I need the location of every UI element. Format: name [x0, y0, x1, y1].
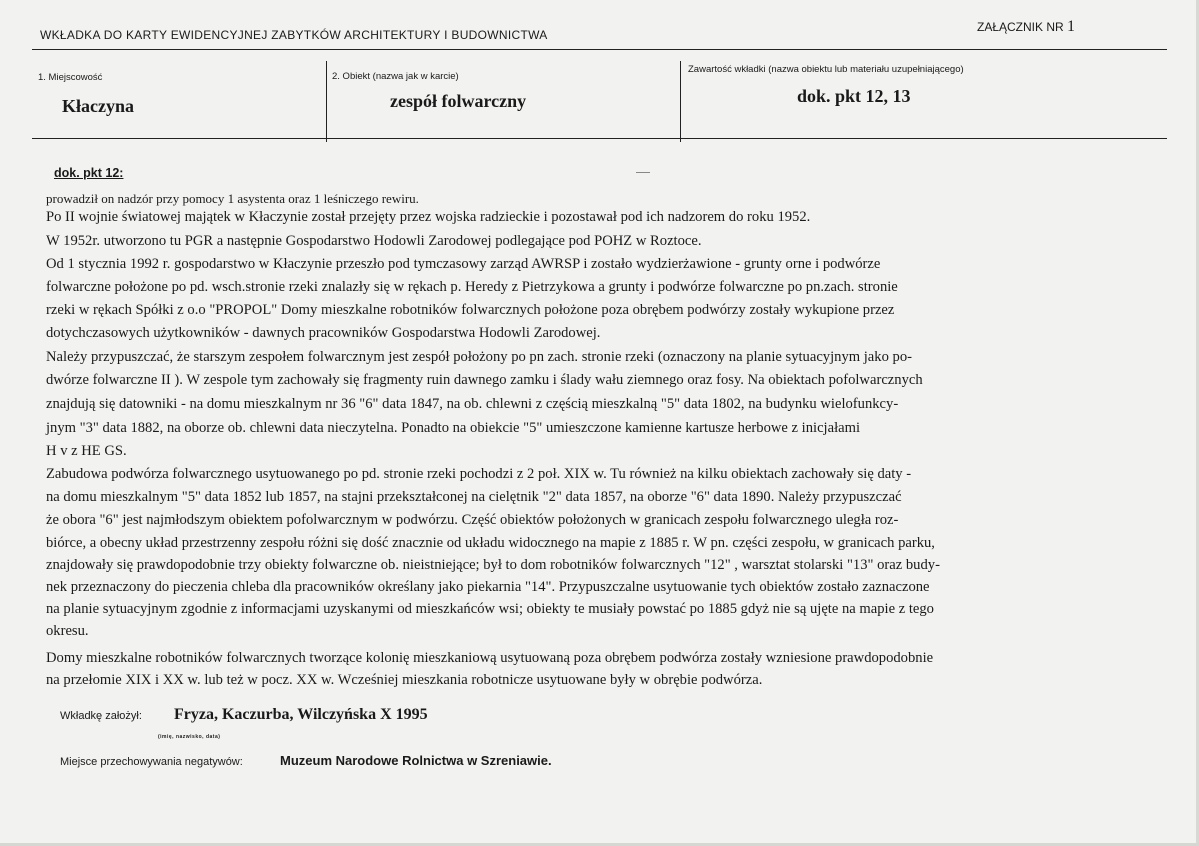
body-line: znajdują się datowniki - na domu mieszkalnym nr 36 "6" data 1847, na ob. chlewni z częścią mieszkalną "5" data 1802, na budynku wielofunkcy-	[46, 396, 899, 412]
body-line: dwórze folwarczne II ). W zespole tym zachowały się fragmenty ruin dawnego zamku i ślady wału ziemnego oraz fosy. Na obiektach pofolwarcznych	[46, 372, 923, 388]
body-line: na przełomie XIX i XX w. lub też w pocz. XX w. Wcześniej mieszkania robotnicze usytuowane były w obrębie podwórza.	[46, 672, 763, 688]
body-line: Domy mieszkalne robotników folwarcznych tworzące kolonię mieszkaniową usytuowaną poza obrębem podwórza zostały wzniesione prawdopodobnie	[46, 650, 934, 666]
body-line: biórce, a obecny układ przestrzenny zespołu różni się dość znacznie od układu widocznego na mapie z 1885 r. W pn. części zespołu, w granicach parku,	[46, 535, 935, 551]
body-line: Należy przypuszczać, że starszym zespołem folwarcznym jest zespół położony po pn zach. stronie rzeki (oznaczony na planie sytuacyjnym jako po-	[46, 349, 912, 365]
body-line: folwarczne położone po pd. wsch.stronie rzeki znalazły się w rękach p. Heredy z Pietrzykowa a grunty i podwórze folwarczne po pn.zach. stronie	[46, 279, 898, 295]
section-heading: dok. pkt 12:	[54, 166, 124, 180]
content-value: dok. pkt 12, 13	[797, 86, 911, 106]
storage-value: Muzeum Narodowe Rolnictwa w Szreniawie.	[280, 753, 552, 768]
signature-label: Wkładkę założył:	[60, 710, 142, 722]
storage-label: Miejsce przechowywania negatywów:	[60, 756, 243, 768]
body-line: H v z HE GS.	[46, 443, 127, 459]
body-line: dotychczasowych użytkowników - dawnych pracowników Gospodarstwa Hodowli Zarodowej.	[46, 325, 601, 341]
body-line: Zabudowa podwórza folwarcznego usytuowanego po pd. stronie rzeki pochodzi z 2 poł. XIX w. Tu również na kilku obiektach zachowały się daty -	[46, 466, 912, 482]
locality-label: 1. Miejscowość	[38, 72, 103, 83]
header-box-bottom-line	[32, 138, 1167, 139]
body-line: W 1952r. utworzono tu PGR a następnie Gospodarstwo Hodowli Zarodowej podlegające pod POHZ w Roztoce.	[46, 233, 702, 249]
signature-value: Fryza, Kaczurba, Wilczyńska X 1995	[174, 706, 428, 723]
body-line: na planie sytuacyjnym zgodnie z informacjami uzyskanymi od mieszkańców wsi; obiekty te musiały powstać po 1885 gdyż nie są ujęte na mapie z tego	[46, 601, 934, 617]
body-line: Od 1 stycznia 1992 r. gospodarstwo w Kłaczynie przeszło pod tymczasowy zarząd AWRSP i zostało wydzierżawione - grunty orne i podwórze	[46, 256, 881, 272]
header-box-divider-1	[326, 61, 327, 142]
body-line: rzeki w rękach Spółki z o.o "PROPOL" Domy mieszkalne robotników folwarcznych położone poza obrębem podwórzy zostały wykupione przez	[46, 302, 895, 318]
annex-marker	[977, 18, 1075, 36]
object-label: 2. Obiekt (nazwa jak w karcie)	[332, 71, 459, 82]
body-line: prowadził on nadzór przy pomocy 1 asystenta oraz 1 leśniczego rewiru.	[46, 191, 419, 206]
body-line: Po II wojnie światowej majątek w Kłaczynie został przejęty przez wojska radzieckie i pozostawał pod ich nadzorem do roku 1952.	[46, 209, 811, 225]
header-box-top-line	[32, 49, 1167, 50]
annex-label: ZAŁĄCZNIK NR	[977, 20, 1064, 34]
object-value: zespół folwarczny	[390, 91, 527, 111]
signature-hint: (imię, nazwisko, data)	[158, 734, 221, 740]
header-box-divider-2	[680, 61, 681, 142]
body-line: okresu.	[46, 623, 89, 639]
body-line: nek przeznaczony do pieczenia chleba dla pracowników określany jako piekarnia "14". Przypuszczalne usytuowanie tych obiektów zostało zaznaczone	[46, 579, 930, 595]
annex-number: 1	[1067, 18, 1076, 35]
body-line: jnym "3" data 1882, na oborze ob. chlewni data nieczytelna. Ponadto na obiekcie "5" umieszczone kamienne kartusze herbowe z inicjałami	[46, 420, 861, 436]
locality-value: Kłaczyna	[62, 96, 134, 116]
form-title: WKŁADKA DO KARTY EWIDENCYJNEJ ZABYTKÓW ARCHITEKTURY I BUDOWNICTWA	[40, 28, 548, 42]
body-line: znajdowały się prawdopodobnie trzy obiekty folwarczne ob. nieistniejące; był to dom robotników folwarcznych "12" , warsztat stolarski "13" oraz budy-	[46, 557, 940, 573]
stray-mark	[636, 172, 650, 173]
body-line: na domu mieszkalnym "5" data 1852 lub 1857, na stajni przekształconej na cielętnik "2" data 1857, na oborze "6" data 1890. Należy przypuszczać	[46, 489, 902, 505]
body-line: że obora "6" jest najmłodszym obiektem pofolwarcznym w podwórzu. Część obiektów położonych w granicach zespołu folwarcznego uległa roz-	[46, 512, 899, 528]
content-label: Zawartość wkładki (nazwa obiektu lub materiału uzupełniającego)	[688, 64, 964, 75]
